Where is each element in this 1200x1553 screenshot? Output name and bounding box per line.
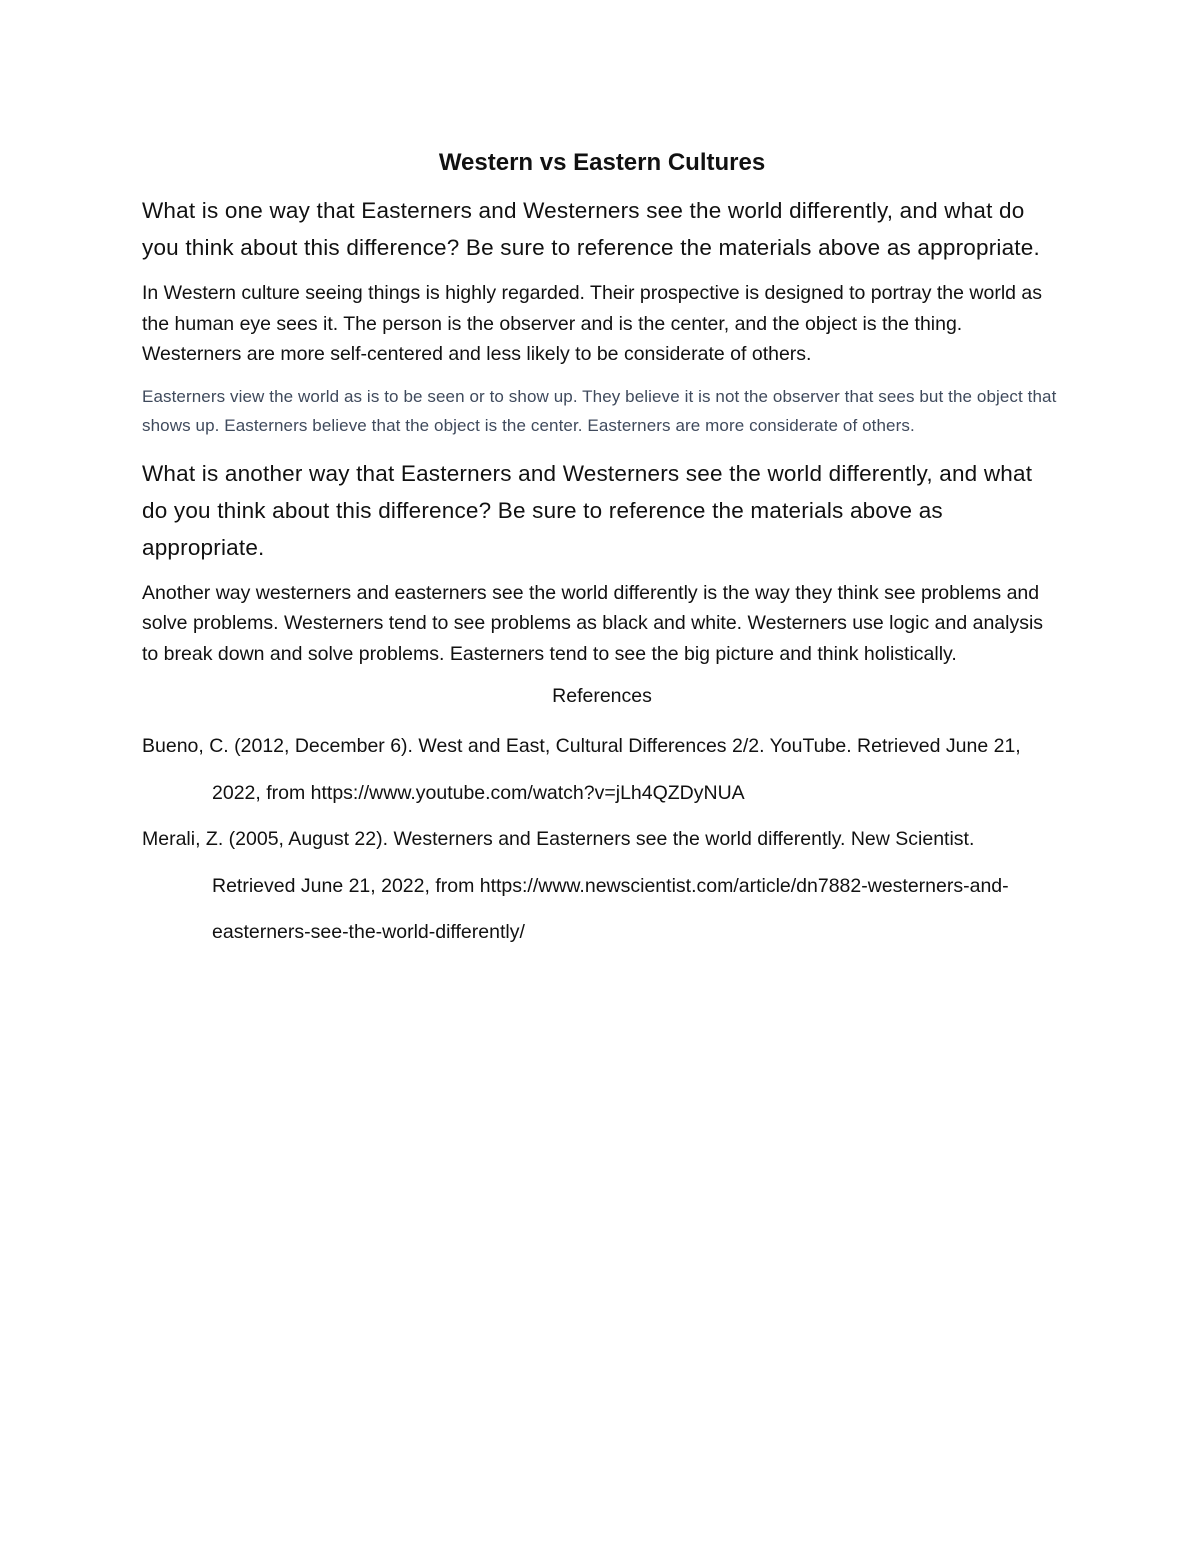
reference-entry: Merali, Z. (2005, August 22). Westerners and Easterners see the world differently. New Scientist. Retrieved June 21, 2022, from https://www.newscientist.com/article/dn7882-westerners-and-easterners-see-the-world-differently/ <box>142 828 1009 943</box>
answer-2: Another way westerners and easterners see the world differently is the way they think see problems and solve problems. Westerners tend to see problems as black and white. Westerners use logic and analysis to break down and solve problems. Easterners tend to see the big picture and think holistically. <box>142 581 1044 665</box>
document-body <box>142 146 1062 956</box>
answer-1-eastern: Easterners view the world as is to be seen or to show up. They believe it is not the observer that sees but the object that shows up. Easterners believe that the object is the center. Easterners are more considerate of others. <box>142 386 1057 435</box>
question-2: What is another way that Easterners and Westerners see the world differently, and what do you think about this difference? Be sure to reference the materials above as appropriate. <box>142 460 1033 560</box>
question-1: What is one way that Easterners and Westerners see the world differently, and what do you think about this difference? Be sure to reference the materials above as appropriate. <box>142 198 1040 260</box>
references-heading: References <box>552 685 652 707</box>
answer-1-western: In Western culture seeing things is highly regarded. Their prospective is designed to portray the world as the human eye sees it. The person is the observer and is the center, and the object is the thing. Westerners are more self-centered and less likely to be considerate of others. <box>142 282 1043 365</box>
document-title: Western vs Eastern Cultures <box>438 149 766 176</box>
reference-entry: Bueno, C. (2012, December 6). West and East, Cultural Differences 2/2. YouTube. Retrieved June 21, 2022, from https://www.youtube.com/watch?v=jLh4QZDyNUA <box>142 735 1021 804</box>
